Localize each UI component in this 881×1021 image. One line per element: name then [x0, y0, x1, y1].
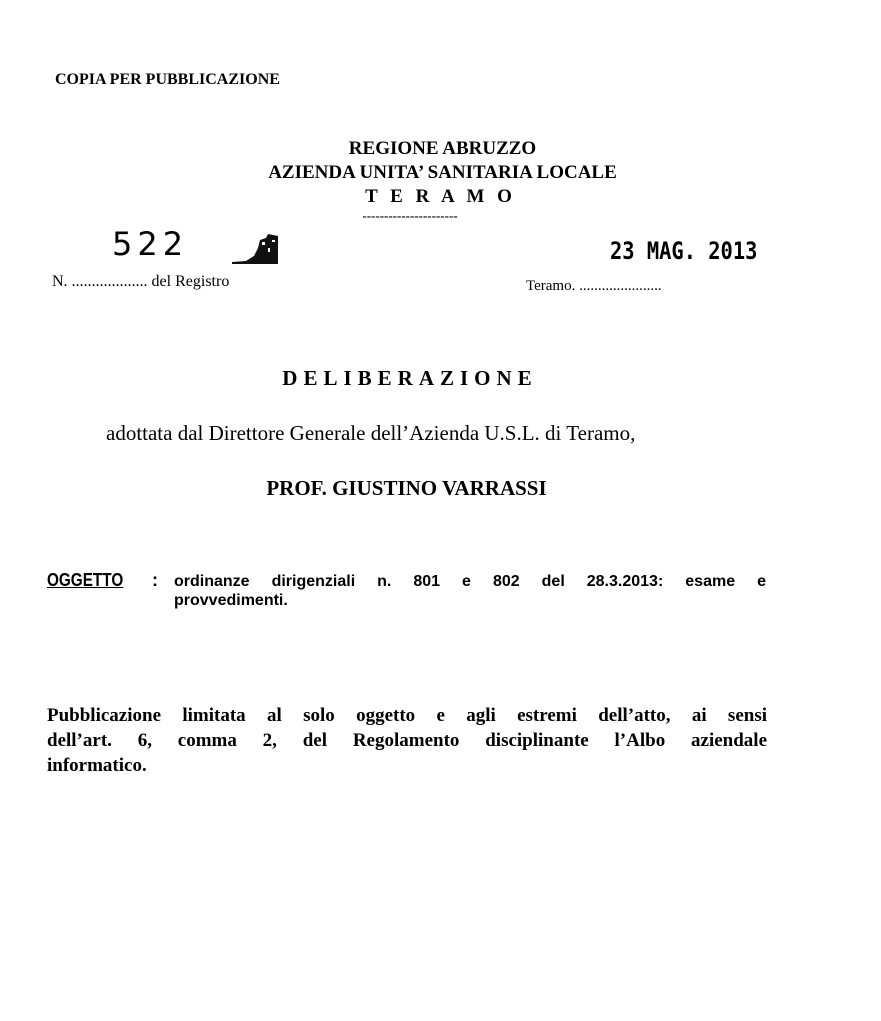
- header-region: REGIONE ABRUZZO: [348, 138, 537, 159]
- director-name: PROF. GIUSTINO VARRASSI: [266, 476, 547, 500]
- publication-note-line-3: informatico.: [47, 755, 147, 776]
- header-separator: ----------------------: [362, 208, 458, 223]
- ink-smudge-icon: [232, 234, 278, 264]
- date-stamp: 23 MAG. 2013: [610, 237, 758, 265]
- copy-label: COPIA PER PUBBLICAZIONE: [55, 71, 280, 88]
- header-agency: AZIENDA UNITA’ SANITARIA LOCALE: [268, 162, 617, 183]
- publication-note-line-1: Pubblicazione limitata al solo oggetto e agli estremi dell’atto, ai sensi: [47, 705, 767, 726]
- header-city: T E R A M O: [365, 186, 516, 207]
- subject-colon: :: [152, 570, 158, 590]
- subject-line-1: ordinanze dirigenziali n. 801 e 802 del 28.3.2013: esame e: [174, 573, 766, 590]
- register-label: N. ................... del Registro: [52, 273, 230, 290]
- date-label: Teramo. ......................: [526, 278, 662, 294]
- publication-note: [47, 703, 767, 778]
- publication-note-line-2: dell’art. 6, comma 2, del Regolamento disciplinante l’Albo aziendale: [47, 730, 767, 751]
- subject-line-2: provvedimenti.: [174, 592, 288, 609]
- register-number-handwritten: 522: [112, 225, 189, 263]
- document-title: DELIBERAZIONE: [282, 366, 538, 390]
- subject-label: OGGETTO: [47, 570, 124, 590]
- adopted-by-line: adottata dal Direttore Generale dell’Azienda U.S.L. di Teramo,: [106, 421, 636, 445]
